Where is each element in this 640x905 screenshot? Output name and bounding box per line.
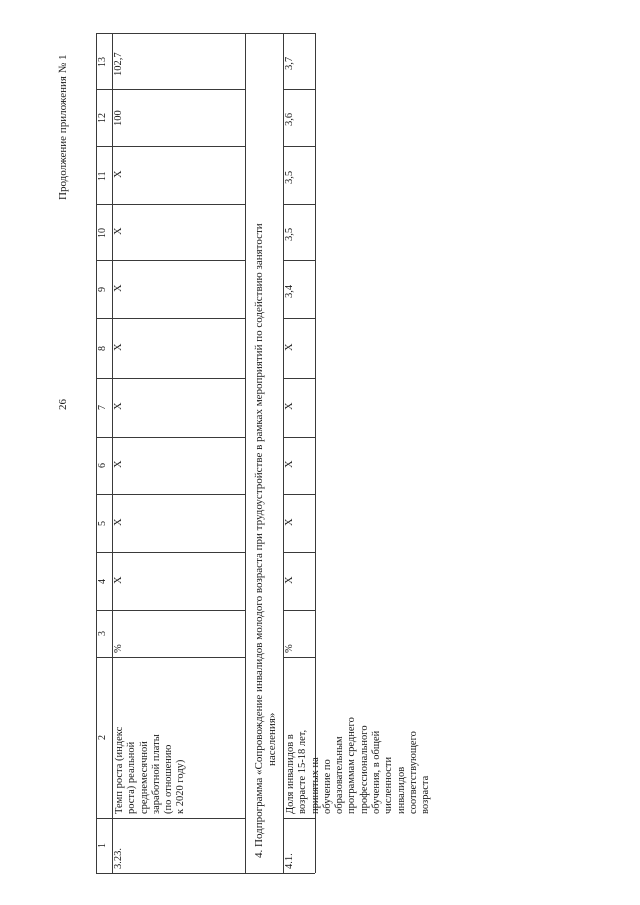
- column-separator: [96, 378, 245, 379]
- appendix-continuation-note: Продолжение приложения № 1: [57, 54, 69, 200]
- row-number: 3.23.: [113, 848, 124, 869]
- indicator-name-line: профессионального: [358, 725, 370, 814]
- column-number: 9: [97, 286, 108, 292]
- value-cell: X: [284, 460, 295, 469]
- column-number: 1: [97, 843, 108, 849]
- column-number: 13: [97, 56, 108, 67]
- column-separator: [96, 552, 245, 553]
- subprogram-title-line: 4. Подпрограмма «Сопровождение инвалидов молодого возраста при трудоустройстве в рамках мероприятий по содействию занятости: [253, 223, 265, 858]
- column-number: 2: [97, 735, 108, 741]
- indicator-name-line: возраста: [420, 775, 432, 814]
- value-cell: X: [284, 576, 295, 584]
- value-cell: 100: [113, 110, 124, 127]
- value-cell: X: [113, 402, 124, 411]
- column-number: 11: [97, 170, 108, 181]
- column-number: 10: [97, 227, 108, 238]
- column-separator: [283, 610, 315, 611]
- column-number: 6: [97, 463, 108, 469]
- value-cell: X: [113, 576, 124, 584]
- column-separator: [283, 260, 315, 261]
- value-cell: X: [284, 343, 295, 351]
- column-separator: [283, 318, 315, 319]
- indicator-name-line: Темп роста (индекс: [114, 726, 125, 814]
- column-separator: [96, 146, 245, 147]
- indicator-name-line: Доля инвалидов в: [285, 734, 296, 814]
- unit-cell: %: [113, 644, 124, 653]
- value-cell: 3,4: [284, 284, 295, 298]
- column-separator: [96, 204, 245, 205]
- indicator-name-cell: [114, 727, 188, 814]
- value-cell: 102,7: [113, 51, 124, 76]
- indicator-name-line: численности: [383, 756, 395, 814]
- column-separator: [283, 657, 315, 658]
- column-separator: [283, 146, 315, 147]
- column-number: 3: [97, 631, 108, 637]
- column-separator: [283, 378, 315, 379]
- value-cell: X: [113, 460, 124, 469]
- value-cell: X: [284, 518, 295, 526]
- column-separator: [96, 260, 245, 261]
- column-number: 4: [97, 578, 108, 584]
- column-separator: [96, 494, 245, 495]
- column-number: 5: [97, 520, 108, 526]
- indicator-name-line: (по отношению: [163, 744, 175, 814]
- value-cell: 3,5: [284, 170, 295, 184]
- page-number: 26: [57, 399, 69, 410]
- value-cell: X: [113, 343, 124, 351]
- column-separator: [283, 437, 315, 438]
- column-separator: [96, 318, 245, 319]
- table-border-left: [96, 33, 97, 873]
- value-cell: X: [113, 518, 124, 526]
- indicator-name-line: заработной платы: [150, 734, 162, 814]
- indicator-name-line: обучения, в общей: [371, 730, 383, 814]
- row-separator: [112, 33, 113, 873]
- subprogram-title: [253, 223, 279, 858]
- column-number: 12: [97, 113, 108, 123]
- column-separator: [283, 552, 315, 553]
- table-border-bottom: [96, 873, 315, 874]
- indicator-name-line: программам среднего: [346, 717, 358, 814]
- unit-cell: %: [284, 644, 295, 653]
- column-separator: [283, 89, 315, 90]
- value-cell: 3,6: [284, 113, 295, 127]
- indicator-name-line: к 2020 году): [175, 759, 187, 814]
- indicator-name-line: образовательным: [334, 736, 346, 814]
- value-cell: X: [113, 227, 124, 235]
- column-number: 8: [97, 345, 108, 351]
- row-separator: [283, 33, 284, 873]
- column-separator: [283, 818, 315, 819]
- column-number: 7: [97, 405, 108, 411]
- value-cell: 3,7: [284, 56, 295, 70]
- indicator-name-line: соответствующего: [407, 731, 419, 814]
- column-separator: [96, 89, 245, 90]
- column-separator: [283, 204, 315, 205]
- column-separator: [283, 494, 315, 495]
- indicator-name-line: роста) реальной: [126, 741, 138, 814]
- indicator-name-line: инвалидов: [395, 766, 407, 814]
- row-separator: [245, 33, 246, 873]
- value-cell: X: [284, 402, 295, 411]
- indicator-name-line: среднемесячной: [138, 741, 150, 814]
- indicator-name-cell: [285, 717, 433, 814]
- indicator-name-line: возрасте 15-18 лет,: [297, 729, 309, 814]
- row-number: 4.1.: [284, 853, 295, 869]
- column-separator: [96, 818, 245, 819]
- indicator-name-line: принятых на: [309, 757, 321, 814]
- value-cell: 3,5: [284, 227, 295, 241]
- subprogram-title-line: населения»: [266, 712, 278, 766]
- column-separator: [96, 437, 245, 438]
- column-separator: [96, 657, 245, 658]
- column-separator: [96, 610, 245, 611]
- indicator-name-line: обучение по: [321, 759, 333, 814]
- value-cell: X: [113, 170, 124, 178]
- value-cell: X: [113, 284, 124, 292]
